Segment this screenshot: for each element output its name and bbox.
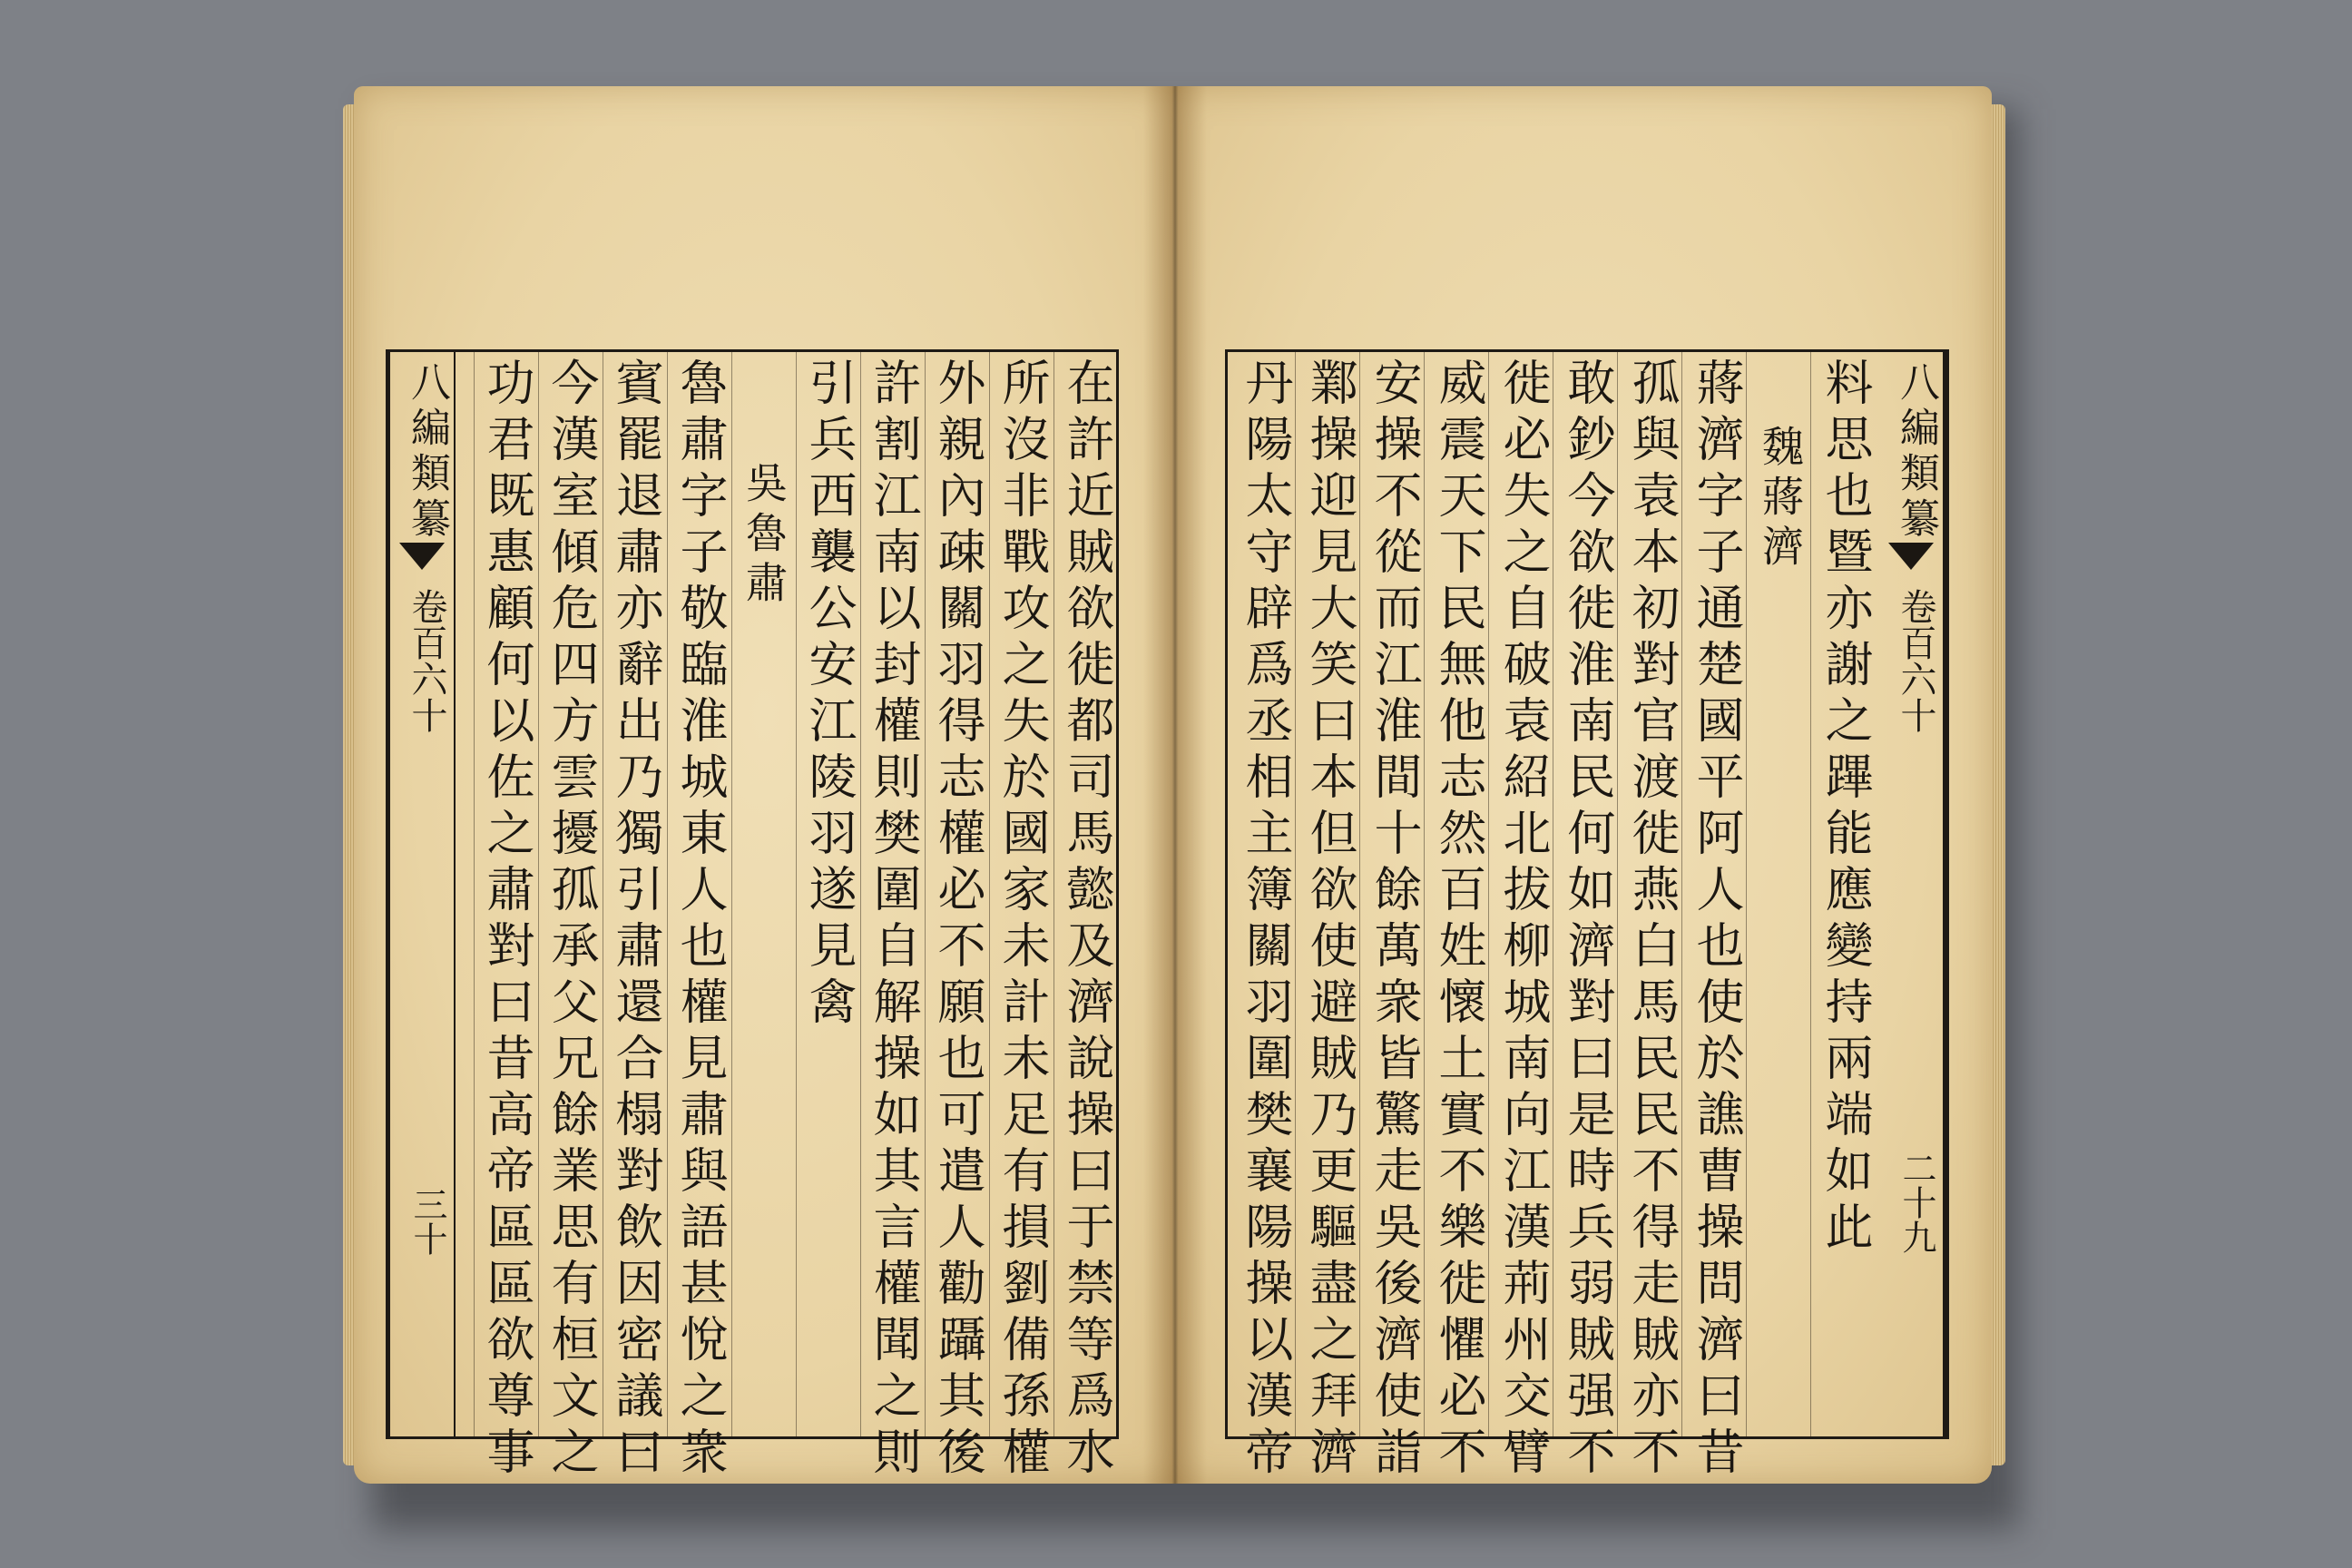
section-heading: 吳魯肅 bbox=[740, 461, 789, 611]
left-folio-number: 三十 bbox=[407, 1187, 447, 1256]
section-heading: 魏蔣濟 bbox=[1756, 425, 1805, 574]
text-column: 鄴操迎見大笑曰本但欲使避賊乃更驅盡之拜濟 bbox=[1302, 358, 1357, 1483]
right-folio-number: 二十九 bbox=[1896, 1151, 1936, 1254]
text-column: 外親內疎關羽得志權必不願也可遣人勸躡其後 bbox=[930, 358, 985, 1483]
left-banxin-title: 八編類纂 bbox=[404, 361, 450, 543]
left-fish-tail-mark bbox=[399, 543, 445, 570]
text-column: 丹陽太守辟爲丞相主簿關羽圍樊襄陽操以漢帝 bbox=[1238, 358, 1293, 1483]
book-gutter bbox=[1143, 86, 1207, 1484]
right-fish-tail-mark bbox=[1888, 543, 1934, 570]
text-column: 今漢室傾危四方雲擾孤承父兄餘業思有桓文之 bbox=[544, 358, 599, 1483]
text-column: 魯肅字子敬臨淮城東人也權見肅與語甚悅之衆 bbox=[672, 358, 728, 1483]
right-page bbox=[1171, 86, 1992, 1484]
text-column: 許割江南以封權則樊圍自解操如其言權聞之則 bbox=[866, 358, 921, 1483]
right-banxin bbox=[1879, 352, 1945, 1436]
right-banxin-title: 八編類纂 bbox=[1893, 361, 1939, 543]
text-column: 料思也暨亦謝之蹕能應變持兩端如此 bbox=[1818, 358, 1873, 1258]
text-column: 所沒非戰攻之失於國家未計未足有損劉備孫權 bbox=[995, 358, 1050, 1483]
text-column: 威震天下民無他志然百姓懷土實不樂徙懼必不 bbox=[1431, 358, 1486, 1483]
left-page bbox=[354, 86, 1175, 1484]
text-column: 蔣濟字子通楚國平阿人也使於譙曹操問濟曰昔 bbox=[1689, 358, 1744, 1483]
text-column: 賓罷退肅亦辭出乃獨引肅還合榻對飲因密議曰 bbox=[608, 358, 663, 1483]
left-page-frame bbox=[386, 349, 1119, 1483]
right-juan-label: 卷百六十 bbox=[1895, 588, 1936, 733]
text-column: 徙必失之自破袁紹北拔柳城南向江漢荊州交臂 bbox=[1495, 358, 1551, 1483]
left-juan-label: 卷百六十 bbox=[406, 588, 447, 733]
text-column: 敢鈔今欲徙淮南民何如濟對曰是時兵弱賊强不 bbox=[1560, 358, 1615, 1483]
text-column: 孤與袁本初對官渡徙燕白馬民民不得走賊亦不 bbox=[1624, 358, 1680, 1483]
right-page-edges bbox=[1991, 104, 2005, 1465]
left-banxin bbox=[390, 352, 456, 1436]
text-column: 功君既惠顧何以佐之肅對曰昔高帝區區欲尊事 bbox=[479, 358, 534, 1483]
text-column: 安操不從而江淮間十餘萬衆皆驚走吳後濟使詣 bbox=[1367, 358, 1422, 1483]
text-column: 在許近賊欲徙都司馬懿及濟說操曰于禁等爲水 bbox=[1059, 358, 1114, 1483]
right-page-frame bbox=[1225, 349, 1949, 1483]
text-column: 引兵西襲公安江陵羽遂見禽 bbox=[801, 358, 857, 1033]
open-book bbox=[354, 86, 2001, 1515]
